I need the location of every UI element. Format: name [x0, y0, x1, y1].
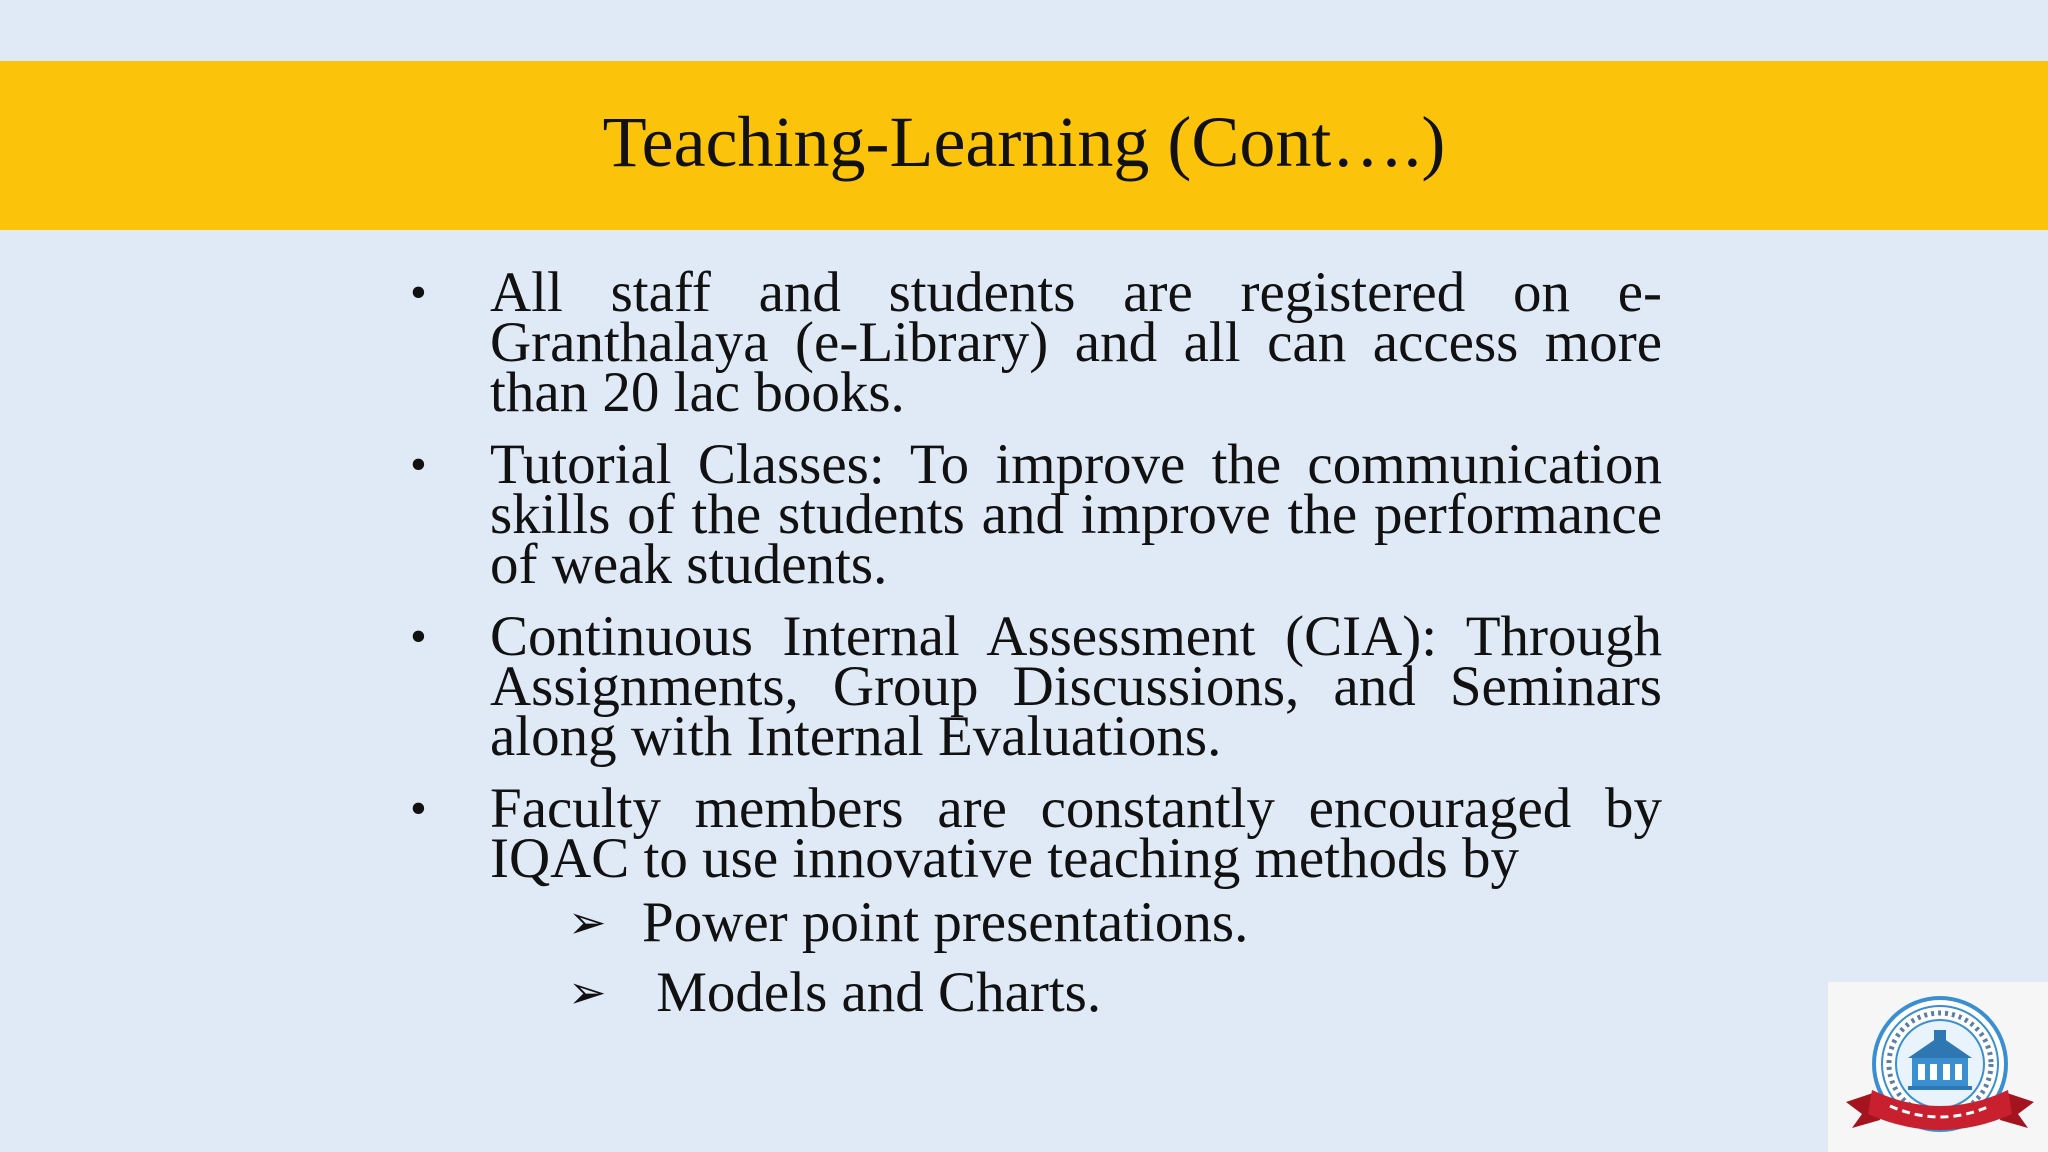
- bullet-item-2: [400, 433, 1662, 596]
- arrow-bullet-icon: ➢: [568, 897, 607, 948]
- slide-title: Teaching-Learning (Cont….): [602, 102, 1446, 182]
- bullet-icon: •: [410, 782, 427, 835]
- bullet-text: Faculty members are constantly encouraged by IQAC to use innovative teaching methods by: [490, 777, 1662, 890]
- sub-bullet-item-1: [400, 891, 1662, 954]
- sub-bullet-item-2: [400, 961, 1662, 1024]
- arrow-bullet-icon: ➢: [568, 967, 607, 1018]
- bullet-text: All staff and students are registered on e-Granthalaya (e-Library) and all can access more than 20 lac books.: [490, 261, 1662, 424]
- bullet-text: Tutorial Classes: To improve the communication skills of the students and improve the performance of weak students.: [490, 433, 1662, 596]
- bullet-item-4: [400, 777, 1662, 890]
- bullet-item-1: [400, 261, 1662, 424]
- sub-bullet-text: Power point presentations.: [642, 891, 1249, 954]
- sub-bullet-text: Models and Charts.: [642, 961, 1102, 1024]
- slide-content: [400, 261, 1662, 1024]
- bullet-icon: •: [410, 438, 427, 491]
- college-emblem-svg: [1828, 982, 2048, 1152]
- bullet-item-3: [400, 605, 1662, 768]
- bullet-icon: •: [410, 610, 427, 663]
- bullet-icon: •: [410, 266, 427, 319]
- title-band: [0, 61, 2048, 230]
- college-emblem-icon: [1827, 982, 2048, 1152]
- bullet-text: Continuous Internal Assessment (CIA): Through Assignments, Group Discussions, and Seminars along with Internal Evaluations.: [490, 605, 1662, 768]
